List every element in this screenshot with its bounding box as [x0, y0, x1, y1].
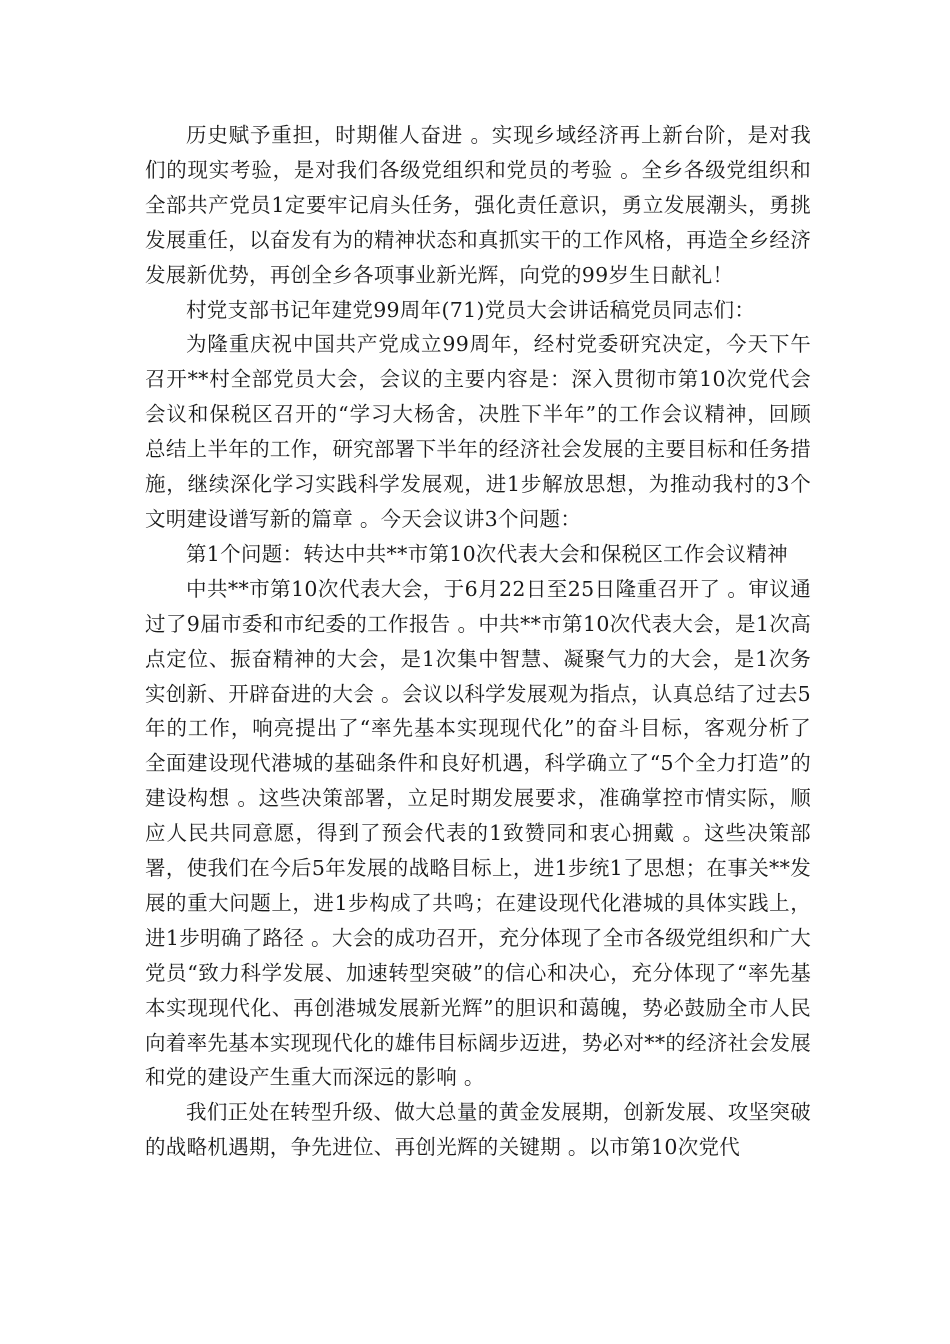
paragraph-speech-title: 村党支部书记年建党99周年(71)党员大会讲话稿党员同志们：	[186, 297, 756, 322]
paragraph-development-period: 我们正处在转型升级、做大总量的黄金发展期，创新发展、攻坚突破的战略机遇期，争先进位、再创光辉的关键期 。以市第10次党代	[145, 1100, 811, 1160]
paragraph-congress-summary: 中共**市第10次代表大会，于6月22日至25日隆重召开了 。审议通过了9届市委和市纪委的工作报告 。中共**市第10次代表大会，是1次高点定位、振奋精神的大会，是1次集中智慧、凝聚气力的大会，是1次务实创新、开辟奋进的大会 。会议以科学发展观为指点，认真总结了过去5年的工作，响亮提出了“率先基本实现现代化”的奋斗目标，客观分析了全面建设现代港城的基础条件和良好机遇，科学确立了“5个全力打造”的建设构想 。这些决策部署，立足时期发展要求，准确掌控市情实际，顺应人民共同意愿，得到了预会代表的1致赞同和衷心拥戴 。这些决策部署，使我们在今后5年发展的战略目标上，进1步统1了思想；在事关**发展的重大问题上，进1步构成了共鸣；在建设现代化港城的具体实践上，进1步明确了路径 。大会的成功召开，充分体现了全市各级党组织和广大党员“致力科学发展、加速转型突破”的信心和决心，充分体现了“率先基本实现现代化、再创港城发展新光辉”的胆识和蔼魄，势必鼓励全市人民向着率先基本实现现代化的雄伟目标阔步迈进，势必对**的经济社会发展和党的建设产生重大而深远的影响 。	[145, 576, 811, 1090]
paragraph-meeting-intro: 为隆重庆祝中国共产党成立99周年，经村党委研究决定，今天下午召开**村全部党员大会，会议的主要内容是：深入贯彻市第10次党代会会议和保税区召开的“学习大杨舍，决胜下半年”的工作会议精神，回顾总结上半年的工作，研究部署下半年的经济社会发展的主要目标和任务措施，继续深化学习实践科学发展观，进1步解放思想，为推动我村的3个文明建设谱写新的篇章 。今天会议讲3个问题：	[145, 332, 811, 531]
document-body	[145, 118, 811, 1165]
paragraph-historic-mission: 历史赋予重担，时期催人奋进 。实现乡域经济再上新台阶，是对我们的现实考验，是对我们各级党组织和党员的考验 。全乡各级党组织和全部共产党员1定要牢记肩头任务，强化责任意识，勇立发展潮头，勇挑发展重任，以奋发有为的精神状态和真抓实干的工作风格，再造全乡经济发展新优势，再创全乡各项事业新光辉，向党的99岁生日献礼！	[145, 123, 811, 287]
paragraph-first-issue-heading: 第1个问题：转达中共**市第10次代表大会和保税区工作会议精神	[186, 541, 788, 566]
